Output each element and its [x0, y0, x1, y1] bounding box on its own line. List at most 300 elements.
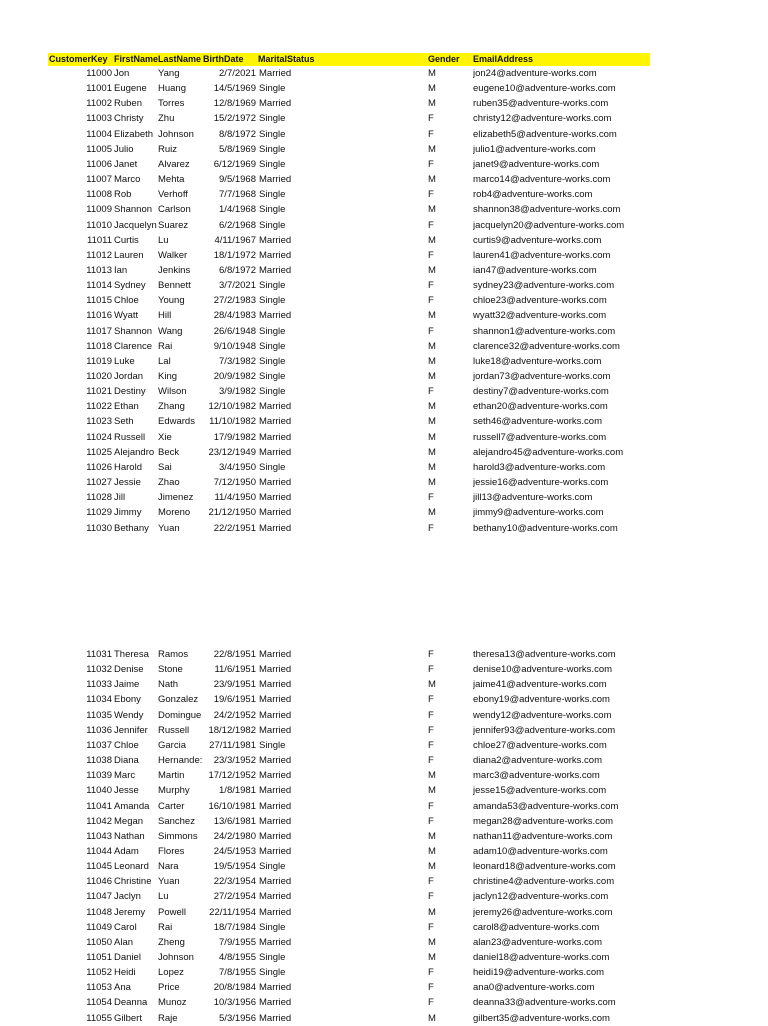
birth-date-cell: 28/4/1983 [213, 310, 256, 322]
gender-cell: M [428, 861, 436, 873]
marital-status-cell: Married [259, 431, 292, 443]
gender-cell: F [428, 709, 434, 721]
first-name-cell: Jimmy [114, 507, 142, 519]
first-name-cell: Ethan [114, 401, 139, 413]
marital-status-cell: Married [259, 310, 292, 322]
table-row [0, 278, 768, 293]
table-row [0, 369, 768, 384]
birth-date-cell: 13/6/1981 [213, 815, 256, 827]
first-name-cell: Jill [114, 492, 126, 504]
last-name-cell: Huang [158, 83, 186, 95]
birth-date-cell: 4/8/1955 [219, 952, 256, 963]
marital-status-cell: Single [259, 739, 286, 751]
customer-key-cell: 11002 [86, 98, 112, 110]
table-row [0, 844, 768, 859]
birth-date-cell: 19/6/1951 [213, 694, 256, 706]
customer-key-cell: 11032 [86, 664, 112, 676]
birth-date-cell: 12/10/1982 [208, 401, 256, 413]
email-cell: harold3@adventure-works.com [473, 461, 606, 473]
header-marital-status: MaritalStatus [258, 54, 315, 64]
first-name-cell: Jennifer [114, 724, 148, 736]
customer-key-cell: 11016 [86, 310, 112, 322]
table-row [0, 647, 768, 662]
email-cell: janet9@adventure-works.com [473, 158, 600, 170]
first-name-cell: Carol [114, 921, 137, 933]
email-cell: ebony19@adventure-works.com [473, 694, 610, 706]
email-cell: gilbert35@adventure-works.com [473, 1012, 610, 1024]
table-row [0, 308, 768, 323]
table-row [0, 111, 768, 126]
first-name-cell: Russell [114, 431, 146, 443]
gender-cell: M [428, 98, 436, 110]
customer-key-cell: 11055 [86, 1012, 112, 1024]
marital-status-cell: Married [259, 507, 292, 519]
email-cell: theresa13@adventure-works.com [473, 649, 616, 660]
last-name-cell: Domingue [158, 709, 202, 721]
email-cell: chloe27@adventure-works.com [473, 739, 607, 751]
table-row [0, 460, 768, 475]
marital-status-cell: Married [259, 709, 292, 721]
last-name-cell: Carlson [158, 204, 191, 216]
header-customer-key: CustomerKey [49, 54, 108, 64]
last-name-cell: Wang [158, 325, 183, 337]
customer-key-cell: 11028 [86, 492, 112, 504]
birth-date-cell: 24/2/1980 [213, 830, 256, 842]
first-name-cell: Luke [114, 355, 135, 367]
marital-status-cell: Married [259, 845, 292, 857]
email-cell: deanna33@adventure-works.com [473, 997, 616, 1009]
last-name-cell: Yuan [158, 876, 180, 888]
customer-key-cell: 11013 [86, 264, 112, 276]
birth-date-cell: 7/3/1982 [219, 355, 256, 367]
email-cell: amanda53@adventure-works.com [473, 800, 619, 812]
customer-key-cell: 11038 [86, 755, 112, 767]
gender-cell: F [428, 982, 434, 994]
table-row [0, 293, 768, 308]
gender-cell: F [428, 295, 434, 307]
birth-date-cell: 6/12/1969 [213, 158, 256, 170]
first-name-cell: Jon [114, 68, 130, 79]
last-name-cell: Lu [158, 234, 169, 246]
first-name-cell: Seth [114, 416, 134, 428]
customer-key-cell: 11037 [86, 739, 112, 751]
birth-date-cell: 3/4/1950 [219, 461, 256, 473]
last-name-cell: Suarez [158, 219, 189, 231]
first-name-cell: Adam [114, 845, 139, 857]
table-row [0, 187, 768, 202]
customer-key-cell: 11011 [86, 234, 112, 246]
last-name-cell: Zhang [158, 401, 185, 413]
last-name-cell: Moreno [158, 507, 191, 519]
first-name-cell: Shannon [114, 325, 153, 337]
email-cell: carol8@adventure-works.com [473, 921, 600, 933]
marital-status-cell: Married [259, 891, 292, 903]
birth-date-cell: 9/5/1968 [219, 174, 256, 186]
first-name-cell: Alan [114, 936, 134, 948]
table-row [0, 339, 768, 354]
email-cell: rob4@adventure-works.com [473, 189, 593, 201]
marital-status-cell: Married [259, 446, 292, 458]
email-cell: christy12@adventure-works.com [473, 113, 612, 125]
gender-cell: F [428, 158, 434, 170]
customer-key-cell: 11017 [86, 325, 112, 337]
last-name-cell: Ruiz [158, 143, 178, 155]
gender-cell: M [428, 204, 436, 216]
last-name-cell: Nara [158, 861, 179, 873]
first-name-cell: Curtis [114, 234, 139, 246]
last-name-cell: Verhoff [158, 189, 188, 201]
birth-date-cell: 18/7/1984 [213, 921, 256, 933]
table-row [0, 662, 768, 677]
email-cell: marco14@adventure-works.com [473, 174, 611, 186]
last-name-cell: Sai [158, 461, 172, 473]
marital-status-cell: Married [259, 174, 292, 186]
last-name-cell: Sanchez [158, 815, 195, 827]
customer-key-cell: 11049 [86, 921, 112, 933]
customer-key-cell: 11005 [86, 143, 112, 155]
gender-cell: M [428, 355, 436, 367]
email-cell: julio1@adventure-works.com [473, 143, 596, 155]
birth-date-cell: 5/8/1969 [219, 143, 256, 155]
gender-cell: M [428, 310, 436, 322]
birth-date-cell: 20/9/1982 [213, 371, 256, 382]
email-cell: ethan20@adventure-works.com [473, 401, 608, 413]
customer-key-cell: 11042 [86, 815, 112, 827]
table-row [0, 723, 768, 738]
first-name-cell: Janet [114, 158, 138, 170]
marital-status-cell: Married [259, 522, 292, 534]
marital-status-cell: Single [259, 325, 286, 337]
customer-key-cell: 11054 [86, 997, 112, 1009]
table-row [0, 157, 768, 172]
table-row [0, 950, 768, 965]
birth-date-cell: 7/7/1968 [219, 189, 256, 201]
last-name-cell: Simmons [158, 830, 198, 842]
customer-key-cell: 11040 [86, 785, 112, 797]
customer-key-cell: 11035 [86, 709, 112, 721]
first-name-cell: Christy [114, 113, 144, 125]
marital-status-cell: Single [259, 280, 286, 292]
gender-cell: F [428, 325, 434, 337]
gender-cell: M [428, 446, 436, 458]
email-cell: elizabeth5@adventure-works.com [473, 128, 617, 140]
first-name-cell: Alejandro [114, 446, 155, 458]
table-row [0, 96, 768, 111]
first-name-cell: Jeremy [114, 906, 146, 918]
gender-cell: M [428, 174, 436, 186]
marital-status-cell: Married [259, 830, 292, 842]
email-cell: clarence32@adventure-works.com [473, 340, 620, 352]
email-cell: adam10@adventure-works.com [473, 845, 608, 857]
birth-date-cell: 17/12/1952 [208, 770, 256, 782]
customer-key-cell: 11048 [86, 906, 112, 918]
birth-date-cell: 6/8/1972 [219, 264, 256, 276]
customer-key-cell: 11021 [86, 386, 112, 398]
first-name-cell: Destiny [114, 386, 146, 398]
birth-date-cell: 7/9/1955 [219, 936, 256, 948]
first-name-cell: Ebony [114, 694, 141, 706]
table-row [0, 1011, 768, 1026]
email-cell: shannon38@adventure-works.com [473, 204, 621, 216]
last-name-cell: Powell [158, 906, 186, 918]
last-name-cell: Jimenez [158, 492, 194, 504]
gender-cell: M [428, 845, 436, 857]
gender-cell: F [428, 189, 434, 201]
gender-cell: F [428, 800, 434, 812]
table-row [0, 414, 768, 429]
customer-key-cell: 11023 [86, 416, 112, 428]
table-row [0, 935, 768, 950]
marital-status-cell: Single [259, 861, 286, 873]
birth-date-cell: 7/12/1950 [213, 477, 256, 489]
last-name-cell: Stone [158, 664, 183, 676]
customer-key-cell: 11024 [86, 431, 112, 443]
table-row [0, 384, 768, 399]
birth-date-cell: 11/6/1951 [214, 664, 256, 676]
birth-date-cell: 3/9/1982 [219, 386, 256, 398]
gender-cell: F [428, 815, 434, 827]
table-row [0, 980, 768, 995]
gender-cell: F [428, 967, 434, 979]
gender-cell: F [428, 739, 434, 751]
gender-cell: F [428, 891, 434, 903]
email-cell: heidi19@adventure-works.com [473, 967, 605, 979]
email-cell: wendy12@adventure-works.com [473, 709, 612, 721]
last-name-cell: Bennett [158, 280, 191, 292]
birth-date-cell: 15/2/1972 [213, 113, 256, 125]
birth-date-cell: 4/11/1967 [214, 234, 256, 246]
last-name-cell: Nath [158, 679, 179, 691]
marital-status-cell: Single [259, 189, 286, 201]
customer-key-cell: 11029 [86, 507, 112, 519]
first-name-cell: Julio [114, 143, 134, 155]
email-cell: curtis9@adventure-works.com [473, 234, 602, 246]
last-name-cell: Flores [158, 845, 185, 857]
last-name-cell: Raje [158, 1012, 178, 1024]
marital-status-cell: Married [259, 785, 292, 797]
last-name-cell: Beck [158, 446, 180, 458]
header-gender: Gender [428, 54, 460, 64]
last-name-cell: Lu [158, 891, 169, 903]
table-row [0, 399, 768, 414]
customer-key-cell: 11047 [86, 891, 112, 903]
gender-cell: M [428, 830, 436, 842]
last-name-cell: Zhu [158, 113, 175, 125]
first-name-cell: Nathan [114, 830, 145, 842]
last-name-cell: Hill [158, 310, 172, 322]
first-name-cell: Theresa [114, 649, 149, 660]
email-cell: jordan73@adventure-works.com [473, 371, 611, 382]
email-cell: jimmy9@adventure-works.com [473, 507, 604, 519]
first-name-cell: Gilbert [114, 1012, 142, 1024]
gender-cell: M [428, 143, 436, 155]
gender-cell: F [428, 386, 434, 398]
birth-date-cell: 24/5/1953 [213, 845, 256, 857]
customer-key-cell: 11050 [86, 936, 112, 948]
marital-status-cell: Married [259, 936, 292, 948]
last-name-cell: Zhao [158, 477, 180, 489]
customer-key-cell: 11027 [86, 477, 112, 489]
table-row [0, 738, 768, 753]
gender-cell: F [428, 249, 434, 261]
birth-date-cell: 14/5/1969 [213, 83, 256, 95]
table-row [0, 521, 768, 536]
gender-cell: M [428, 906, 436, 918]
last-name-cell: Edwards [158, 416, 195, 428]
gender-cell: M [428, 401, 436, 413]
customer-key-cell: 11043 [86, 830, 112, 842]
email-cell: sydney23@adventure-works.com [473, 280, 615, 292]
gender-cell: M [428, 477, 436, 489]
gender-cell: M [428, 770, 436, 782]
email-cell: ruben35@adventure-works.com [473, 98, 609, 110]
last-name-cell: King [158, 371, 178, 382]
email-cell: ian47@adventure-works.com [473, 264, 597, 276]
gender-cell: F [428, 755, 434, 767]
last-name-cell: Walker [158, 249, 188, 261]
birth-date-cell: 10/3/1956 [213, 997, 256, 1009]
first-name-cell: Megan [114, 815, 144, 827]
marital-status-cell: Married [259, 649, 292, 660]
customer-key-cell: 11012 [86, 249, 112, 261]
marital-status-cell: Married [259, 815, 292, 827]
table-row [0, 753, 768, 768]
birth-date-cell: 21/12/1950 [208, 507, 256, 519]
table-row [0, 263, 768, 278]
last-name-cell: Munoz [158, 997, 187, 1009]
customer-key-cell: 11051 [86, 952, 112, 963]
birth-date-cell: 9/10/1948 [213, 340, 256, 352]
table-row [0, 768, 768, 783]
email-cell: jesse15@adventure-works.com [473, 785, 607, 797]
table-row [0, 920, 768, 935]
last-name-cell: Rai [158, 921, 173, 933]
gender-cell: F [428, 694, 434, 706]
marital-status-cell: Married [259, 416, 292, 428]
table-row [0, 324, 768, 339]
marital-status-cell: Married [259, 492, 292, 504]
gender-cell: M [428, 264, 436, 276]
birth-date-cell: 18/12/1982 [208, 724, 256, 736]
email-cell: seth46@adventure-works.com [473, 416, 602, 428]
last-name-cell: Russell [158, 724, 190, 736]
marital-status-cell: Single [259, 83, 286, 95]
customer-key-cell: 11053 [86, 982, 112, 994]
table-row [0, 995, 768, 1010]
email-cell: eugene10@adventure-works.com [473, 83, 616, 95]
birth-date-cell: 27/11/1981 [209, 739, 256, 751]
birth-date-cell: 27/2/1954 [213, 891, 256, 903]
last-name-cell: Johnson [158, 128, 194, 140]
marital-status-cell: Married [259, 1012, 292, 1024]
customer-key-cell: 11046 [86, 876, 112, 888]
last-name-cell: Xie [158, 431, 172, 443]
gender-cell: M [428, 952, 436, 963]
table-row [0, 81, 768, 96]
first-name-cell: Wendy [114, 709, 144, 721]
first-name-cell: Sydney [114, 280, 146, 292]
table-row [0, 677, 768, 692]
email-cell: megan28@adventure-works.com [473, 815, 614, 827]
email-cell: ana0@adventure-works.com [473, 982, 595, 994]
email-cell: jennifer93@adventure-works.com [473, 724, 616, 736]
gender-cell: M [428, 234, 436, 246]
gender-cell: F [428, 492, 434, 504]
table-row [0, 859, 768, 874]
customer-key-cell: 11033 [86, 679, 112, 691]
gender-cell: M [428, 507, 436, 519]
customer-key-cell: 11044 [86, 845, 112, 857]
first-name-cell: Jesse [114, 785, 139, 797]
customer-key-cell: 11041 [86, 800, 112, 812]
table-row [0, 354, 768, 369]
gender-cell: M [428, 785, 436, 797]
birth-date-cell: 3/7/2021 [219, 280, 256, 292]
last-name-cell: Wilson [158, 386, 187, 398]
marital-status-cell: Single [259, 952, 286, 963]
gender-cell: F [428, 649, 434, 660]
customer-key-cell: 11004 [86, 128, 112, 140]
last-name-cell: Yang [158, 68, 180, 79]
marital-status-cell: Single [259, 967, 286, 979]
marital-status-cell: Married [259, 98, 292, 110]
header-birth-date: BirthDate [203, 54, 244, 64]
last-name-cell: Torres [158, 98, 185, 110]
customer-key-cell: 11018 [86, 340, 112, 352]
birth-date-cell: 5/3/1956 [219, 1012, 256, 1024]
email-cell: denise10@adventure-works.com [473, 664, 613, 676]
customer-key-cell: 11030 [86, 522, 112, 534]
customer-key-cell: 11009 [86, 204, 112, 216]
marital-status-cell: Married [259, 68, 292, 79]
email-cell: jaclyn12@adventure-works.com [473, 891, 609, 903]
last-name-cell: Zheng [158, 936, 185, 948]
last-name-cell: Hernande: [158, 755, 202, 767]
birth-date-cell: 23/9/1951 [213, 679, 256, 691]
marital-status-cell: Married [259, 906, 292, 918]
first-name-cell: Shannon [114, 204, 153, 216]
gender-cell: F [428, 280, 434, 292]
gender-cell: M [428, 1012, 436, 1024]
table-row [0, 889, 768, 904]
first-name-cell: Chloe [114, 739, 139, 751]
customer-key-cell: 11039 [86, 770, 112, 782]
first-name-cell: Jacquelyn [114, 219, 157, 231]
birth-date-cell: 1/4/1968 [219, 204, 256, 216]
marital-status-cell: Single [259, 219, 286, 231]
first-name-cell: Clarence [114, 340, 153, 352]
gender-cell: F [428, 113, 434, 125]
marital-status-cell: Married [259, 876, 292, 888]
customer-key-cell: 11006 [86, 158, 112, 170]
gender-cell: M [428, 83, 436, 95]
customer-key-cell: 11001 [86, 83, 112, 95]
email-cell: chloe23@adventure-works.com [473, 295, 607, 307]
birth-date-cell: 26/6/1948 [213, 325, 256, 337]
email-cell: shannon1@adventure-works.com [473, 325, 616, 337]
last-name-cell: Carter [158, 800, 185, 812]
first-name-cell: Denise [114, 664, 144, 676]
marital-status-cell: Single [259, 461, 286, 473]
marital-status-cell: Single [259, 158, 286, 170]
table-row [0, 66, 768, 81]
first-name-cell: Eugene [114, 83, 147, 95]
gender-cell: M [428, 340, 436, 352]
table-row [0, 505, 768, 520]
marital-status-cell: Single [259, 113, 286, 125]
customer-key-cell: 11052 [86, 967, 112, 979]
email-cell: jaime41@adventure-works.com [473, 679, 607, 691]
